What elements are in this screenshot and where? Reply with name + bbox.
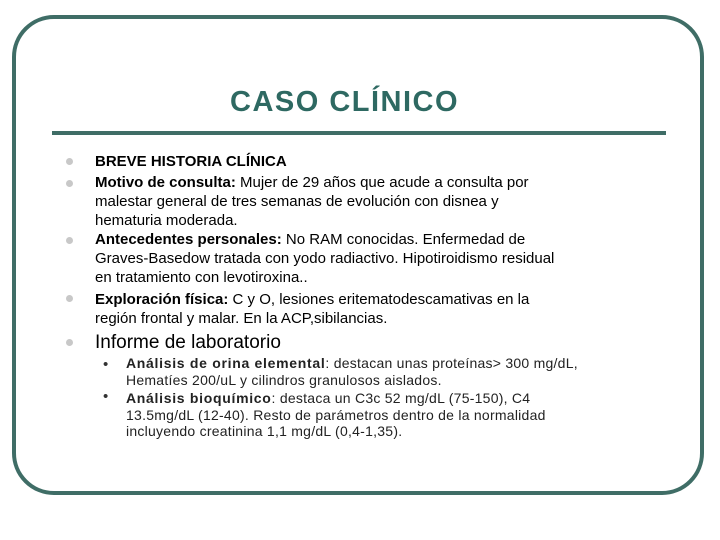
bullet-antecedentes (95, 230, 665, 287)
sub-bullet-marker: • (103, 356, 109, 373)
bullet-exploracion (95, 290, 665, 328)
bullet-motivo (95, 173, 665, 230)
bullet-marker (66, 295, 73, 302)
bullet-exploracion-text: C y O, lesiones eritematodescamativas en la región frontal y malar. En la ACP,sibilancias. (95, 291, 530, 327)
bullet-antecedentes-label: Antecedentes personales: (95, 231, 282, 248)
bullet-history-label: BREVE HISTORIA CLÍNICA (95, 153, 287, 170)
lab-item-orina (126, 355, 666, 388)
title-divider (52, 131, 666, 135)
bullet-motivo-text: Mujer de 29 años que acude a consulta por malestar general de tres semanas de evolución con disnea y hematuria moderada. (95, 174, 529, 229)
lab-item-orina-text: : destacan unas proteínas> 300 mg/dL, Hematíes 200/uL y cilindros granulosos aislados. (126, 355, 578, 388)
bullet-marker (66, 237, 73, 244)
sub-bullet-marker: • (103, 388, 109, 405)
bullet-marker (66, 180, 73, 187)
lab-item-bioquimico-label: Análisis bioquímico (126, 390, 272, 406)
lab-report-heading: Informe de laboratorio (95, 332, 281, 353)
bullet-exploracion-label: Exploración física: (95, 291, 229, 308)
slide-title: CASO CLÍNICO (230, 86, 460, 118)
lab-item-orina-label: Análisis de orina elemental (126, 355, 326, 371)
bullet-marker (66, 339, 73, 346)
lab-item-bioquimico-text: : destaca un C3c 52 mg/dL (75-150), C4 13.5mg/dL (12-40). Resto de parámetros dentro de la normalidad incluyendo creatinina 1,1 mg/dL (0,4-1,35). (126, 390, 546, 439)
bullet-antecedentes-text: No RAM conocidas. Enfermedad de Graves-Basedow tratada con yodo radiactivo. Hipotiroidismo residual en tratamiento con levotiroxina.. (95, 231, 555, 286)
bullet-history-heading (95, 152, 665, 171)
bullet-marker (66, 158, 73, 165)
lab-item-bioquimico (126, 390, 666, 440)
bullet-motivo-label: Motivo de consulta: (95, 174, 236, 191)
